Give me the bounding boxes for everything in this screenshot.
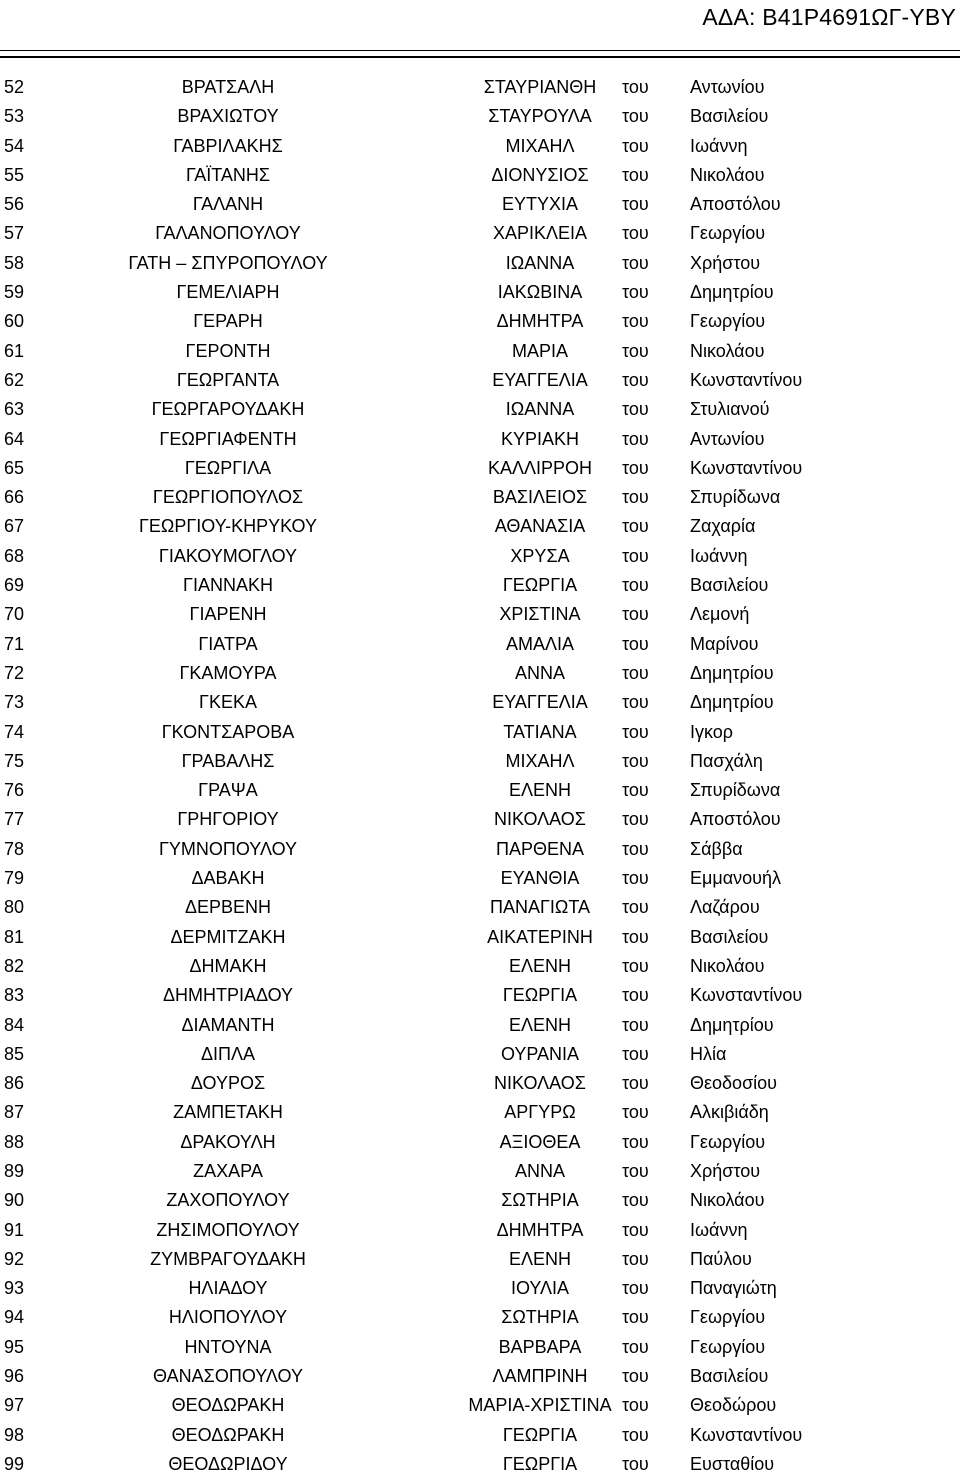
first-name: ΔΗΜΗΤΡΑ [496,1219,584,1240]
father-name: Δημητρίου [690,662,774,683]
first-name: ΙΩΑΝΝΑ [505,399,575,420]
list-row [0,981,960,1010]
list-row [0,278,960,307]
father-name: Δημητρίου [690,1014,774,1035]
list-row [0,893,960,922]
of-word: του [622,164,649,185]
row-number: 97 [4,1395,25,1416]
of-word: του [622,340,649,361]
list-row [0,307,960,336]
of-word: του [622,662,649,683]
surname: ΘΕΟΔΩΡΑΚΗ [171,1395,285,1416]
father-name: Σπυρίδωνα [690,487,781,508]
father-name: Γεωργίου [690,223,766,244]
row-number: 54 [4,135,25,156]
of-word: του [622,955,649,976]
of-word: του [622,897,649,918]
of-word: του [622,223,649,244]
of-word: του [622,604,649,625]
father-name: Αποστόλου [690,809,781,830]
father-name: Στυλιανού [690,399,770,420]
list-row [0,337,960,366]
father-name: Ιωάννη [690,1219,748,1240]
surname: ΓΙΑΡΕΝΗ [189,604,267,625]
row-number: 88 [4,1131,25,1152]
list-row [0,132,960,161]
list-row [0,864,960,893]
row-number: 84 [4,1014,25,1035]
row-number: 82 [4,955,25,976]
row-number: 55 [4,164,25,185]
surname: ΔΗΜΗΤΡΙΑΔΟΥ [162,985,294,1006]
first-name: ΙΑΚΩΒΙΝΑ [497,282,583,303]
list-row [0,512,960,541]
surname: ΓΕΩΡΓΙΑΦΕΝΤΗ [159,428,297,449]
father-name: Βασιλείου [690,106,769,127]
father-name: Εμμανουήλ [690,868,782,889]
first-name: ΕΛΕΝΗ [508,1014,572,1035]
father-name: Θεοδοσίου [690,1073,778,1094]
surname: ΓΕΩΡΓΙΟΥ-ΚΗΡΥΚΟΥ [139,516,317,537]
father-name: Παύλου [690,1248,752,1269]
first-name: ΝΙΚΟΛΑΟΣ [494,809,586,830]
first-name: ΒΑΡΒΑΡΑ [498,1336,582,1357]
of-word: του [622,516,649,537]
surname: ΓΕΜΕΛΙΑΡΗ [176,282,280,303]
row-number: 96 [4,1366,25,1387]
father-name: Χρήστου [690,1160,761,1181]
surname: ΖΥΜΒΡΑΓΟΥΔΑΚΗ [150,1248,306,1269]
first-name: ΤΑΤΙΑΝΑ [503,721,577,742]
of-word: του [622,721,649,742]
surname: ΓΙΑΤΡΑ [198,633,258,654]
row-number: 64 [4,428,25,449]
list-row [0,1391,960,1420]
row-number: 56 [4,194,25,215]
father-name: Κωνσταντίνου [690,457,803,478]
surname: ΗΝΤΟΥΝΑ [184,1336,272,1357]
surname: ΓΙΑΚΟΥΜΟΓΛΟΥ [158,545,298,566]
row-number: 72 [4,662,25,683]
father-name: Ιγκορ [690,721,734,742]
father-name: Γεωργίου [690,1307,766,1328]
row-number: 87 [4,1102,25,1123]
first-name: ΙΩΑΝΝΑ [505,252,575,273]
of-word: του [622,106,649,127]
father-name: Ζαχαρία [690,516,756,537]
surname: ΓΑΤΗ – ΣΠΥΡΟΠΟΥΛΟΥ [128,252,328,273]
first-name: ΓΕΩΡΓΙΑ [502,1453,578,1474]
list-row [0,1245,960,1274]
of-word: του [622,399,649,420]
list-row [0,1098,960,1127]
father-name: Σπυρίδωνα [690,780,781,801]
row-number: 89 [4,1160,25,1181]
list-row [0,1333,960,1362]
of-word: του [622,1424,649,1445]
list-row [0,1128,960,1157]
first-name: ΓΕΩΡΓΙΑ [502,575,578,596]
surname: ΔΑΒΑΚΗ [191,868,265,889]
father-name: Μαρίνου [690,633,759,654]
surname: ΔΕΡΒΕΝΗ [184,897,272,918]
first-name: ΓΕΩΡΓΙΑ [502,985,578,1006]
list-row [0,805,960,834]
name-list [0,73,960,1479]
row-number: 68 [4,545,25,566]
father-name: Λαζάρου [690,897,760,918]
list-row [0,395,960,424]
row-number: 62 [4,369,25,390]
father-name: Δημητρίου [690,692,774,713]
list-row [0,161,960,190]
of-word: του [622,926,649,947]
surname: ΔΕΡΜΙΤΖΑΚΗ [170,926,286,947]
row-number: 61 [4,340,25,361]
of-word: του [622,985,649,1006]
list-row [0,630,960,659]
of-word: του [622,1190,649,1211]
row-number: 86 [4,1073,25,1094]
father-name: Ηλία [690,1043,727,1064]
row-number: 57 [4,223,25,244]
father-name: Νικολάου [690,164,765,185]
first-name: ΚΥΡΙΑΚΗ [500,428,580,449]
row-number: 70 [4,604,25,625]
first-name: ΣΤΑΥΡΟΥΛΑ [488,106,592,127]
surname: ΘΑΝΑΣΟΠΟΥΛΟΥ [153,1366,303,1387]
father-name: Πασχάλη [690,750,763,771]
surname: ΒΡΑΧΙΩΤΟΥ [177,106,279,127]
father-name: Γεωργίου [690,311,766,332]
list-row [0,483,960,512]
of-word: του [622,1307,649,1328]
first-name: ΜΑΡΙΑ [511,340,568,361]
first-name: ΠΑΝΑΓΙΩΤΑ [489,897,591,918]
of-word: του [622,311,649,332]
of-word: του [622,809,649,830]
list-row [0,1274,960,1303]
row-number: 71 [4,633,25,654]
first-name: ΕΥΑΓΓΕΛΙΑ [492,692,588,713]
surname: ΓΚΕΚΑ [199,692,257,713]
first-name: ΑΝΝΑ [514,662,565,683]
surname: ΓΑΒΡΙΛΑΚΗΣ [173,135,283,156]
first-name: ΕΥΑΝΘΙΑ [500,868,580,889]
surname: ΔΙΠΛΑ [200,1043,256,1064]
row-number: 58 [4,252,25,273]
first-name: ΚΑΛΛΙΡΡΟΗ [487,457,593,478]
first-name: ΜΑΡΙΑ-ΧΡΙΣΤΙΝΑ [468,1395,612,1416]
surname: ΘΕΟΔΩΡΑΚΗ [171,1424,285,1445]
surname: ΔΟΥΡΟΣ [190,1073,266,1094]
of-word: του [622,750,649,771]
father-name: Βασιλείου [690,1366,769,1387]
first-name: ΕΛΕΝΗ [508,780,572,801]
list-row [0,718,960,747]
row-number: 98 [4,1424,25,1445]
first-name: ΕΥΤΥΧΙΑ [501,194,579,215]
father-name: Αλκιβιάδη [690,1102,769,1123]
first-name: ΠΑΡΘΕΝΑ [495,838,585,859]
row-number: 63 [4,399,25,420]
of-word: του [622,692,649,713]
of-word: του [622,252,649,273]
first-name: ΛΑΜΠΡΙΝΗ [492,1366,588,1387]
ada-code: ΑΔΑ: Β41Ρ4691ΩΓ-ΥΒΥ [702,4,956,30]
first-name: ΒΑΣΙΛΕΙΟΣ [492,487,588,508]
header-rule-top [0,50,960,51]
father-name: Κωνσταντίνου [690,1424,803,1445]
list-row [0,190,960,219]
father-name: Ευσταθίου [690,1453,775,1474]
row-number: 67 [4,516,25,537]
surname: ΓΥΜΝΟΠΟΥΛΟΥ [158,838,298,859]
of-word: του [622,1043,649,1064]
row-number: 81 [4,926,25,947]
of-word: του [622,1073,649,1094]
father-name: Ιωάννη [690,545,748,566]
row-number: 85 [4,1043,25,1064]
surname: ΔΗΜΑΚΗ [189,955,267,976]
surname: ΓΕΩΡΓΙΛΑ [184,457,272,478]
first-name: ΣΩΤΗΡΙΑ [501,1307,579,1328]
father-name: Βασιλείου [690,926,769,947]
first-name: ΟΥΡΑΝΙΑ [500,1043,580,1064]
row-number: 76 [4,780,25,801]
father-name: Βασιλείου [690,575,769,596]
surname: ΓΚΑΜΟΥΡΑ [179,662,277,683]
list-row [0,571,960,600]
list-row [0,1040,960,1069]
list-row [0,952,960,981]
first-name: ΜΙΧΑΗΛ [505,135,575,156]
list-row [0,835,960,864]
first-name: ΧΑΡΙΚΛΕΙΑ [492,223,588,244]
row-number: 77 [4,809,25,830]
row-number: 78 [4,838,25,859]
father-name: Θεοδώρου [690,1395,777,1416]
surname: ΓΕΡΟΝΤΗ [185,340,271,361]
father-name: Χρήστου [690,252,761,273]
of-word: του [622,135,649,156]
father-name: Σάββα [690,838,743,859]
row-number: 69 [4,575,25,596]
row-number: 74 [4,721,25,742]
list-row [0,1186,960,1215]
surname: ΓΕΩΡΓΑΝΤΑ [176,369,280,390]
of-word: του [622,487,649,508]
list-row [0,1011,960,1040]
list-row [0,102,960,131]
father-name: Γεωργίου [690,1336,766,1357]
row-number: 52 [4,77,25,97]
first-name: ΑΙΚΑΤΕΡΙΝΗ [487,926,593,947]
list-row [0,219,960,248]
row-number: 92 [4,1248,25,1269]
list-row [0,542,960,571]
surname: ΓΑΛΑΝΗ [192,194,264,215]
list-row [0,249,960,278]
of-word: του [622,780,649,801]
list-row [0,73,960,102]
first-name: ΑΜΑΛΙΑ [505,633,575,654]
surname: ΗΛΙΑΔΟΥ [188,1278,268,1299]
father-name: Κωνσταντίνου [690,985,803,1006]
first-name: ΝΙΚΟΛΑΟΣ [494,1073,586,1094]
surname: ΓΡΑΨΑ [198,780,258,801]
row-number: 93 [4,1278,25,1299]
surname: ΒΡΑΤΣΑΛΗ [181,77,275,97]
first-name: ΙΟΥΛΙΑ [510,1278,570,1299]
first-name: ΔΗΜΗΤΡΑ [496,311,584,332]
of-word: του [622,633,649,654]
row-number: 99 [4,1453,25,1474]
first-name: ΔΙΟΝΥΣΙΟΣ [491,164,589,185]
list-row [0,659,960,688]
surname: ΗΛΙΟΠΟΥΛΟΥ [168,1307,288,1328]
surname: ΘΕΟΔΩΡΙΔΟΥ [168,1453,288,1474]
row-number: 91 [4,1219,25,1240]
of-word: του [622,457,649,478]
of-word: του [622,545,649,566]
row-number: 53 [4,106,25,127]
surname: ΖΑΧΟΠΟΥΛΟΥ [166,1190,290,1211]
list-row [0,600,960,629]
row-number: 65 [4,457,25,478]
surname: ΓΕΩΡΓΙΟΠΟΥΛΟΣ [152,487,304,508]
of-word: του [622,1014,649,1035]
first-name: ΑΡΓΥΡΩ [504,1102,576,1123]
list-row [0,1157,960,1186]
father-name: Παναγιώτη [690,1278,777,1299]
list-row [0,1421,960,1450]
list-row [0,923,960,952]
father-name: Αποστόλου [690,194,781,215]
father-name: Γεωργίου [690,1131,766,1152]
row-number: 66 [4,487,25,508]
list-row [0,1303,960,1332]
of-word: του [622,1131,649,1152]
first-name: ΧΡΥΣΑ [510,545,570,566]
of-word: του [622,1336,649,1357]
first-name: ΑΘΑΝΑΣΙΑ [494,516,586,537]
of-word: του [622,838,649,859]
surname: ΖΗΣΙΜΟΠΟΥΛΟΥ [156,1219,300,1240]
of-word: του [622,575,649,596]
row-number: 90 [4,1190,25,1211]
of-word: του [622,1219,649,1240]
surname: ΔΡΑΚΟΥΛΗ [180,1131,276,1152]
list-row [0,1362,960,1391]
surname: ΓΑΛΑΝΟΠΟΥΛΟΥ [155,223,301,244]
of-word: του [622,1366,649,1387]
of-word: του [622,369,649,390]
father-name: Νικολάου [690,955,765,976]
first-name: ΑΝΝΑ [514,1160,565,1181]
father-name: Λεμονή [690,604,750,625]
list-row [0,366,960,395]
row-number: 59 [4,282,25,303]
first-name: ΕΛΕΝΗ [508,955,572,976]
header-rule-bottom [0,56,960,58]
first-name: ΣΩΤΗΡΙΑ [501,1190,579,1211]
of-word: του [622,868,649,889]
list-row [0,454,960,483]
first-name: ΕΛΕΝΗ [508,1248,572,1269]
row-number: 80 [4,897,25,918]
father-name: Ιωάννη [690,135,748,156]
surname: ΖΑΜΠΕΤΑΚΗ [173,1102,283,1123]
surname: ΓΑΪΤΑΝΗΣ [185,164,271,185]
list-row [0,425,960,454]
first-name: ΕΥΑΓΓΕΛΙΑ [492,369,588,390]
surname: ΓΡΗΓΟΡΙΟΥ [177,809,279,830]
father-name: Αντωνίου [690,77,765,97]
surname: ΓΙΑΝΝΑΚΗ [183,575,273,596]
list-row [0,1450,960,1479]
of-word: του [622,1278,649,1299]
of-word: του [622,428,649,449]
surname: ΖΑΧΑΡΑ [193,1160,263,1181]
first-name: ΧΡΙΣΤΙΝΑ [499,604,581,625]
father-name: Νικολάου [690,1190,765,1211]
first-name: ΜΙΧΑΗΛ [505,750,575,771]
of-word: του [622,1160,649,1181]
surname: ΔΙΑΜΑΝΤΗ [181,1014,275,1035]
row-number: 75 [4,750,25,771]
of-word: του [622,1453,649,1474]
surname: ΓΚΟΝΤΣΑΡΟΒΑ [161,721,295,742]
row-number: 95 [4,1336,25,1357]
list-row [0,688,960,717]
list-row [0,776,960,805]
first-name: ΣΤΑΥΡΙΑΝΘΗ [483,77,597,97]
row-number: 79 [4,868,25,889]
father-name: Νικολάου [690,340,765,361]
surname: ΓΕΡΑΡΗ [193,311,263,332]
father-name: Αντωνίου [690,428,765,449]
surname: ΓΕΩΡΓΑΡΟΥΔΑΚΗ [151,399,305,420]
father-name: Κωνσταντίνου [690,369,803,390]
row-number: 83 [4,985,25,1006]
first-name: ΓΕΩΡΓΙΑ [502,1424,578,1445]
of-word: του [622,282,649,303]
of-word: του [622,1395,649,1416]
father-name: Δημητρίου [690,282,774,303]
surname: ΓΡΑΒΑΛΗΣ [181,750,275,771]
row-number: 94 [4,1307,25,1328]
row-number: 60 [4,311,25,332]
of-word: του [622,77,649,97]
of-word: του [622,1248,649,1269]
list-row [0,1216,960,1245]
of-word: του [622,1102,649,1123]
list-row [0,1069,960,1098]
first-name: ΑΞΙΟΘΕΑ [499,1131,581,1152]
row-number: 73 [4,692,25,713]
of-word: του [622,194,649,215]
list-row [0,747,960,776]
